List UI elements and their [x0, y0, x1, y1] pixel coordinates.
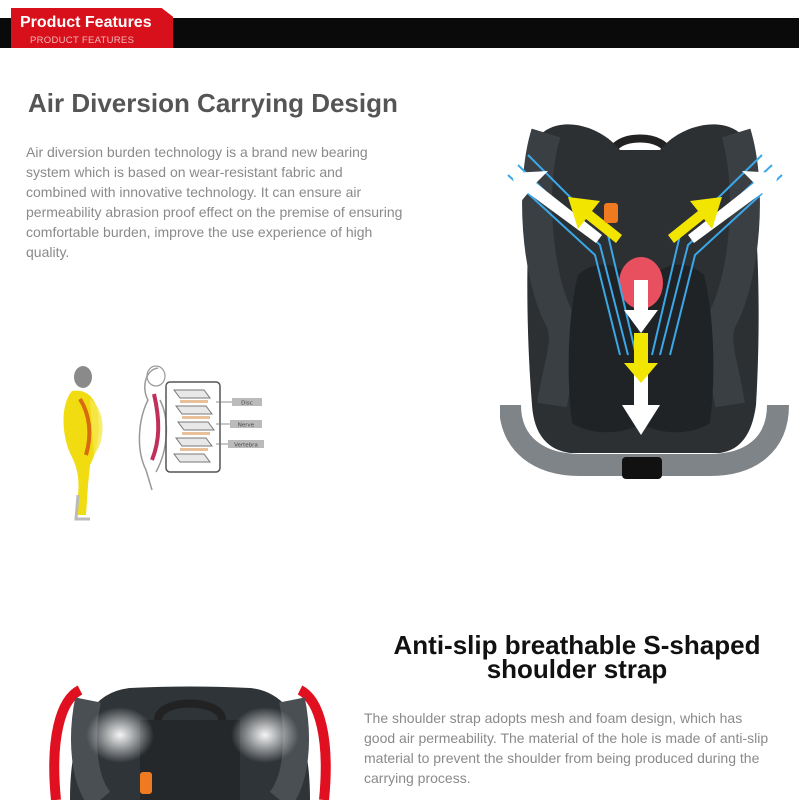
shoulder-strap-title: Anti-slip breathable S-shaped shoulder strap [393, 630, 761, 684]
shoulder-strap-line-4: carrying process. [364, 770, 471, 786]
human-figure-illustration [50, 355, 120, 525]
tab-subtitle: PRODUCT FEATURES [30, 35, 135, 46]
spine-diagram [130, 360, 270, 495]
shoulder-strap-line-3: material to prevent the shoulder from being produced during the [364, 750, 760, 766]
shoulder-strap-line-2: good air permeability. The material of the hole is made of anti-slip [364, 730, 769, 746]
backpack-back-airflow-image [500, 105, 790, 515]
spine-label-disc: Disc [241, 400, 253, 407]
spine-label-nerve: Nerve [237, 422, 255, 429]
air-diversion-title: Air Diversion Carrying Design [28, 88, 398, 118]
shoulder-strap-description [364, 708, 799, 788]
spine-label-vertebra: Vertebra [234, 442, 258, 449]
shoulder-strap-backpack-image [40, 680, 340, 800]
air-diversion-description: Air diversion burden technology is a brand new bearing system which is based on wear-resistant fabric and combined with innovative technology. It can ensure air permeability abrasion proof effect on the premise of ensuring comfortable burden, improve the use experience of high quality. [26, 144, 403, 260]
tab-title: Product Features [20, 14, 152, 31]
shoulder-strap-line-1: The shoulder strap adopts mesh and foam design, which has [364, 710, 743, 726]
